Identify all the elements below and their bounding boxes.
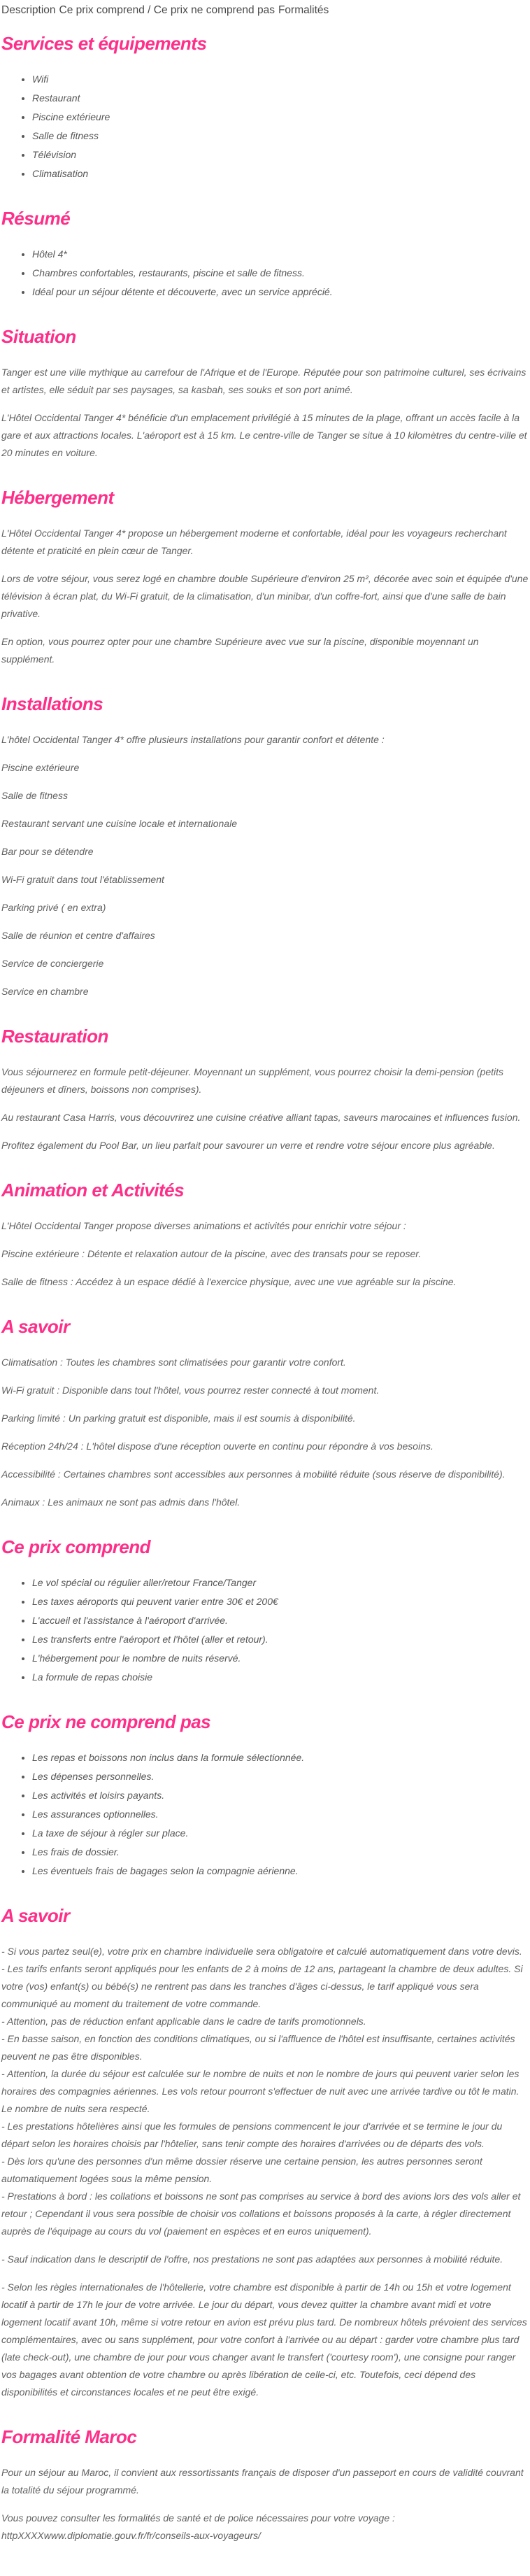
list-item: • Les éventuels frais de bagages selon la compagnie aérienne. <box>32 1862 530 1880</box>
paragraph: Vous pouvez consulter les formalités de santé et de police nécessaires pour votre voyage : httpXXXXwww.diplomatie.gouv.fr/fr/conseils-aux-voyageurs/ <box>1 2512 395 2541</box>
paragraph: Wi-Fi gratuit dans tout l'établissement <box>1 874 164 885</box>
note-line: - Les prestations hôtelières ainsi que les formules de pensions commencent le jour d'arrivée et se termine le jour du départ selon les horaires choisis par l'hôtelier, sans tenir compte des horaires d'arrivées ou de départs des vols. <box>1 2121 503 2149</box>
paragraph: Piscine extérieure <box>1 762 80 773</box>
list-item: • Les taxes aéroports qui peuvent varier entre 30€ et 200€ <box>32 1593 530 1611</box>
list-item: • Les assurances optionnelles. <box>32 1806 530 1823</box>
section-services-equipements <box>1 33 530 183</box>
section-title-a-savoir-1: A savoir <box>1 1316 70 1337</box>
paragraph: L'Hôtel Occidental Tanger propose diverses animations et activités pour enrichir votre séjour : <box>1 1220 406 1231</box>
section-title-resume: Résumé <box>1 208 71 229</box>
paragraph: Restaurant servant une cuisine locale et internationale <box>1 818 237 829</box>
list-item: • Climatisation <box>32 165 530 183</box>
note-line: - En basse saison, en fonction des conditions climatiques, ou si l'affluence de l'hôtel est insuffisante, certaines activités peuvent ne pas être disponibles. <box>1 2033 515 2062</box>
section-title-formalite-maroc: Formalité Maroc <box>1 2426 137 2447</box>
list-item: • Les dépenses personnelles. <box>32 1768 530 1785</box>
bullet-list <box>1 1574 530 1686</box>
list-item: • Wifi <box>32 71 530 88</box>
paragraph: Profitez également du Pool Bar, un lieu parfait pour savourer un verre et rendre votre séjour encore plus agréable. <box>1 1140 495 1151</box>
section-ce-prix-comprend <box>1 1536 530 1686</box>
tab-formalites[interactable]: Formalités <box>278 4 329 16</box>
list-item: • Les activités et loisirs payants. <box>32 1787 530 1804</box>
list-item: • La taxe de séjour à régler sur place. <box>32 1825 530 1842</box>
list-item: • L'hébergement pour le nombre de nuits réservé. <box>32 1650 530 1667</box>
list-item: • Piscine extérieure <box>32 108 530 126</box>
list-item: • Les repas et boissons non inclus dans la formule sélectionnée. <box>32 1749 530 1767</box>
list-item: • Idéal pour un séjour détente et découverte, avec un service apprécié. <box>32 283 530 301</box>
tab-ce-prix-comprend-ne-comprend-pas[interactable]: Ce prix comprend / Ce prix ne comprend pas <box>59 4 275 16</box>
paragraph: Salle de fitness <box>1 790 68 801</box>
section-title-hebergement: Hébergement <box>1 487 114 508</box>
list-item: • Salle de fitness <box>32 127 530 145</box>
description-tabs-bar <box>1 3 530 17</box>
note-line: - Les tarifs enfants seront appliqués pour les enfants de 2 à moins de 12 ans, partageant la chambre de deux adultes. Si votre (vos) enfant(s) ou bébé(s) ne rentrent pas dans les tranches d'âges ci-dessus, le tarif appliqué vous sera communiqué au moment du traitement de votre commande. <box>1 1963 523 2009</box>
paragraph: Réception 24h/24 : L'hôtel dispose d'une réception ouverte en continu pour répondre à vos besoins. <box>1 1441 434 1452</box>
paragraph: L'Hôtel Occidental Tanger 4* bénéficie d'un emplacement privilégié à 15 minutes de la plage, offrant un accès facile à la gare et aux attractions locales. L'aéroport est à 15 km. Le centre-ville de Tanger se situe à 10 kilomètres du centre-ville et 20 minutes en voiture. <box>1 412 527 458</box>
paragraph: Service en chambre <box>1 986 89 997</box>
section-restauration <box>1 1026 530 1154</box>
section-animation-activites <box>1 1180 530 1291</box>
section-hebergement <box>1 487 530 668</box>
note-line: - Si vous partez seul(e), votre prix en chambre individuelle sera obligatoire et calculé automatiquement dans votre devis. <box>1 1946 522 1957</box>
note-line: - Prestations à bord : les collations et boissons ne sont pas comprises au service à bord des avions lors des vols aller et retour ; Cependant il vous sera possible de choisir vos collations et boissons proposés à la carte, à régler directement auprès de l'équipage au cours du vol (paiement en espèces et en euros uniquement). <box>1 2191 521 2237</box>
section-installations <box>1 693 530 1000</box>
paragraph: Pour un séjour au Maroc, il convient aux ressortissants français de disposer d'un passeport en cours de validité couvrant la totalité du séjour programmé. <box>1 2467 524 2496</box>
paragraph: Wi-Fi gratuit : Disponible dans tout l'hôtel, vous pourrez rester connecté à tout moment. <box>1 1385 380 1396</box>
paragraph: Vous séjournerez en formule petit-déjeuner. Moyennant un supplément, vous pourrez choisir la demi-pension (petits déjeuners et dîners, boissons non comprises). <box>1 1066 504 1095</box>
section-title-ce-prix-ne-comprend-pas: Ce prix ne comprend pas <box>1 1711 211 1732</box>
section-title-restauration: Restauration <box>1 1026 108 1047</box>
note-line: - Attention, la durée du séjour est calculée sur le nombre de nuits et non le nombre de jours qui peuvent varier selon les horaires des compagnies aériennes. Les vols retour pourront s'effectuer de nuit avec une arrivée tardive ou tôt le matin. Le nombre de nuits sera respecté. <box>1 2068 520 2114</box>
list-item: • Chambres confortables, restaurants, piscine et salle de fitness. <box>32 264 530 282</box>
bullet-list <box>1 246 530 301</box>
paragraph: Service de conciergerie <box>1 958 104 969</box>
paragraph: Salle de réunion et centre d'affaires <box>1 930 155 941</box>
list-item: • Les frais de dossier. <box>32 1843 530 1861</box>
list-item: • Hôtel 4* <box>32 246 530 263</box>
paragraph: Lors de votre séjour, vous serez logé en chambre double Supérieure d'environ 25 m², décorée avec soin et équipée d'une télévision à écran plat, du Wi-Fi gratuit, de la climatisation, d'un minibar, d'un coffre-fort, ainsi que d'une salle de bain privative. <box>1 573 529 619</box>
list-item: • Les transferts entre l'aéroport et l'hôtel (aller et retour). <box>32 1631 530 1648</box>
paragraph: Salle de fitness : Accédez à un espace dédié à l'exercice physique, avec une vue agréable sur la piscine. <box>1 1276 457 1287</box>
section-a-savoir-2 <box>1 1905 530 2401</box>
bullet-list <box>1 1749 530 1880</box>
section-title-a-savoir-2: A savoir <box>1 1905 70 1926</box>
tab-description[interactable]: Description <box>1 4 56 16</box>
paragraph: Tanger est une ville mythique au carrefour de l'Afrique et de l'Europe. Réputée pour son patrimoine culturel, ses écrivains et artistes, elle séduit par ses paysages, sa kasbah, ses souks et son port animé. <box>1 367 527 395</box>
section-title-installations: Installations <box>1 693 103 714</box>
section-formalite-maroc <box>1 2426 530 2545</box>
content <box>1 33 530 2545</box>
paragraph: Animaux : Les animaux ne sont pas admis dans l'hôtel. <box>1 1496 241 1508</box>
section-ce-prix-ne-comprend-pas <box>1 1711 530 1880</box>
list-item: • Télévision <box>32 146 530 164</box>
paragraph: L'hôtel Occidental Tanger 4* offre plusieurs installations pour garantir confort et détente : <box>1 734 385 745</box>
paragraph: En option, vous pourrez opter pour une chambre Supérieure avec vue sur la piscine, disponible moyennant un supplément. <box>1 636 479 665</box>
list-item: • L'accueil et l'assistance à l'aéroport d'arrivée. <box>32 1612 530 1629</box>
paragraph: Piscine extérieure : Détente et relaxation autour de la piscine, avec des transats pour se reposer. <box>1 1248 422 1259</box>
list-item: • La formule de repas choisie <box>32 1669 530 1686</box>
paragraph: L'Hôtel Occidental Tanger 4* propose un hébergement moderne et confortable, idéal pour les voyageurs recherchant détente et praticité en plein cœur de Tanger. <box>1 528 507 556</box>
note-line: - Attention, pas de réduction enfant applicable dans le cadre de tarifs promotionnels. <box>1 2016 366 2027</box>
paragraph: Parking privé ( en extra) <box>1 902 106 913</box>
section-title-ce-prix-comprend: Ce prix comprend <box>1 1536 151 1557</box>
section-a-savoir-1 <box>1 1316 530 1511</box>
list-item: • Restaurant <box>32 90 530 107</box>
bullet-list <box>1 71 530 183</box>
paragraph-lines <box>1 1943 530 2240</box>
section-situation <box>1 326 530 462</box>
note-line: - Dès lors qu'une des personnes d'un même dossier réserve une certaine pension, les autres personnes seront automatiquement logées sous la même pension. <box>1 2156 482 2184</box>
paragraph: - Selon les règles internationales de l'hôtellerie, votre chambre est disponible à partir de 14h ou 15h et votre logement locatif à partir de 17h le jour de votre arrivée. Le jour du départ, vous devez quitter la chambre avant midi et votre logement locatif avant 10h, même si votre retour en avion est prévu plus tard. De nombreux hôtels prévoient des services complémentaires, avec ou sans supplément, pour votre confort à l'arrivée ou au départ : garder votre chambre plus tard (late check-out), une chambre de jour pour vous changer avant le transfert ('courtesy room'), une consigne pour ranger vos bagages avant obtention de votre chambre ou après libération de celle-ci, etc. Toutefois, ceci dépend des disponibilités et circonstances locales et ne peut être exigé. <box>1 2281 527 2398</box>
paragraph: Accessibilité : Certaines chambres sont accessibles aux personnes à mobilité réduite (sous réserve de disponibilité). <box>1 1469 506 1480</box>
section-title-situation: Situation <box>1 326 76 347</box>
paragraph: Climatisation : Toutes les chambres sont climatisées pour garantir votre confort. <box>1 1357 346 1368</box>
section-title-services-equipements: Services et équipements <box>1 33 207 54</box>
section-title-animation-activites: Animation et Activités <box>1 1180 185 1201</box>
paragraph: - Sauf indication dans le descriptif de l'offre, nos prestations ne sont pas adaptées aux personnes à mobilité réduite. <box>1 2253 503 2265</box>
section-resume <box>1 208 530 301</box>
list-item: • Le vol spécial ou régulier aller/retour France/Tanger <box>32 1574 530 1592</box>
paragraph: Au restaurant Casa Harris, vous découvrirez une cuisine créative alliant tapas, saveurs marocaines et influences fusion. <box>1 1112 521 1123</box>
paragraph: Bar pour se détendre <box>1 846 94 857</box>
paragraph: Parking limité : Un parking gratuit est disponible, mais il est soumis à disponibilité. <box>1 1413 356 1424</box>
